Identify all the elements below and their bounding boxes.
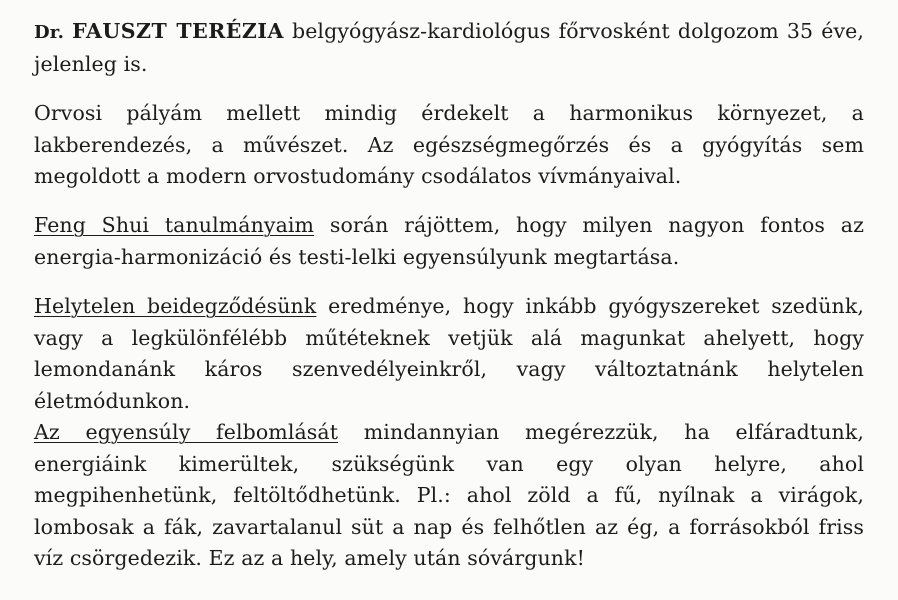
paragraph-balance: [34, 417, 864, 575]
paragraph-habits: [34, 291, 864, 417]
author-name: FAUSZT TERÉZIA: [72, 19, 284, 43]
intro-paragraph: [34, 16, 864, 80]
underlined-phrase: Az egyensúly felbomlását: [34, 420, 339, 444]
underlined-phrase: Feng Shui tanulmányaim: [34, 213, 315, 237]
intro-text: belgyógyász-kardiológus főrvosként dolgozom 35 éve, jelenleg is.: [34, 19, 864, 76]
paragraph-balance-text: mindannyian megérezzük, ha elfáradtunk, energiáink kimerültek, szükségünk van egy olyan helyre, ahol megpihenhetünk, feltöltődhetünk. Pl.: ahol zöld a fű, nyílnak a virágok, lombosak a fák, zavartalanul süt a nap és felhőtlen az ég, a forrásokból friss víz csörgedezik. Ez az a hely, amely után sóvárgunk!: [34, 420, 864, 570]
paragraph-career-text: Orvosi pályám mellett mindig érdekelt a harmonikus környezet, a lakberendezés, a művészet. Az egészségmegőrzés és a gyógyítás sem megoldott a modern orvostudomány csodálatos vívmányaival.: [34, 101, 864, 188]
paragraph-career: [34, 98, 864, 193]
paragraph-feng-shui: [34, 210, 864, 273]
author-title: Dr.: [34, 22, 65, 43]
paragraph-feng-shui-text: során rájöttem, hogy milyen nagyon fontos az energia-harmonizáció és testi-lelki egyensúlyunk megtartása.: [34, 213, 864, 269]
paragraph-habits-text: eredménye, hogy inkább gyógyszereket szedünk, vagy a legkülönfélébb műtéteknek vetjük alá magunkat ahelyett, hogy lemondanánk káros szenvedélyeinkről, vagy változtatnánk helytelen életmódunkon.: [34, 294, 864, 413]
underlined-phrase: Helytelen beidegződésünk: [34, 294, 317, 318]
